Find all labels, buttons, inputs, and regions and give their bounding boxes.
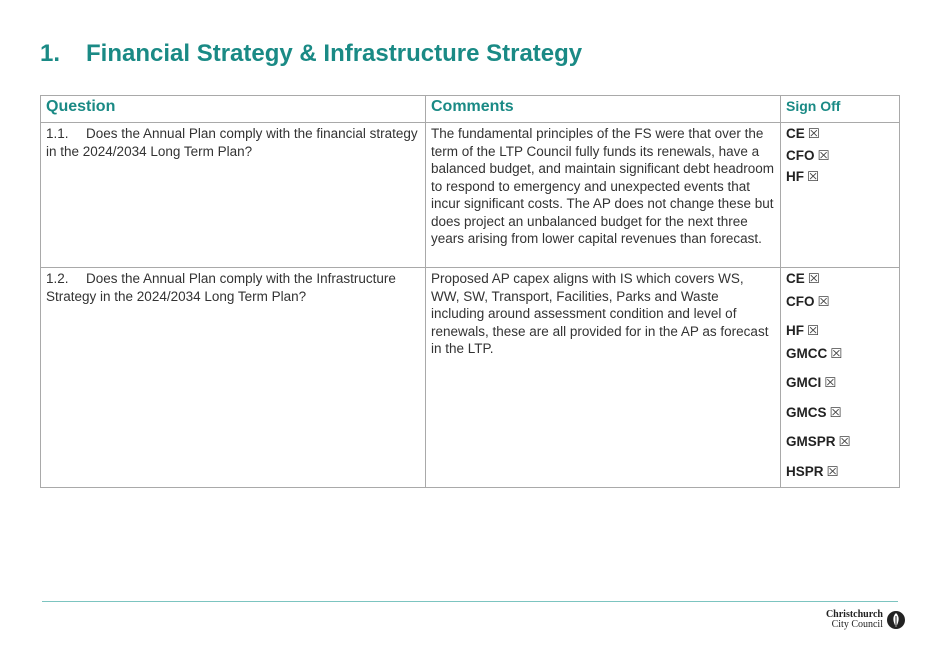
question-cell [41,123,426,268]
table-row [41,268,900,488]
signoff-table [40,95,900,488]
checked-box-icon[interactable]: ☒ [807,271,820,286]
page-title [40,40,582,68]
sign-off-item[interactable]: CE ☒ [786,271,820,286]
header-question: Question [41,96,426,123]
checked-box-icon[interactable]: ☒ [817,293,830,309]
table-header-row [41,96,900,123]
sign-off-cell [781,123,900,268]
checked-box-icon[interactable]: ☒ [829,404,842,420]
header-comments: Comments [426,96,781,123]
sign-off-cell [781,268,900,488]
checked-box-icon[interactable]: ☒ [824,375,837,390]
sign-off-item[interactable]: GMCI ☒ [786,375,837,390]
checked-box-icon[interactable]: ☒ [826,463,839,479]
checked-box-icon[interactable]: ☒ [817,147,830,163]
section-number: 1. [40,40,61,67]
logo-text [826,610,883,630]
sign-off-item[interactable]: GMCS ☒ [786,404,842,420]
sign-off-item[interactable]: GMSPR ☒ [786,434,851,449]
question-text: Does the Annual Plan comply with the Infrastructure Strategy in the 2024/2034 Long Term Plan? [46,271,396,304]
sign-off-item[interactable]: HSPR ☒ [786,463,839,479]
checked-box-icon[interactable]: ☒ [830,345,843,361]
checked-box-icon[interactable]: ☒ [807,323,820,338]
footer-divider [42,601,898,602]
logo-line-1: Christchurch [825,609,883,620]
sign-off-item[interactable]: CE ☒ [786,126,820,141]
checked-box-icon[interactable]: ☒ [838,434,851,449]
comments-cell: Proposed AP capex aligns with IS which covers WS, WW, SW, Transport, Facilities, Parks and Waste including around assessment condition and level of renewals, these are all provided for in the AP as forecast in the LTP. [426,268,781,488]
header-sign-off: Sign Off [781,96,900,123]
council-logo [826,610,906,630]
logo-line-2: City Council [831,619,883,630]
sign-off-item[interactable]: HF ☒ [786,323,820,338]
question-number: 1.2. [46,271,69,286]
question-number: 1.1. [46,126,69,141]
fern-icon [886,610,906,630]
checked-box-icon[interactable]: ☒ [807,169,820,184]
sign-off-item[interactable]: GMCC ☒ [786,345,843,361]
sign-off-item[interactable]: CFO ☒ [786,293,830,309]
table-row [41,123,900,268]
section-title: Financial Strategy & Infrastructure Strategy [86,40,583,67]
question-cell [41,268,426,488]
sign-off-item[interactable]: CFO ☒ [786,147,830,163]
question-text: Does the Annual Plan comply with the financial strategy in the 2024/2034 Long Term Plan? [46,126,418,159]
comments-cell: The fundamental principles of the FS were that over the term of the LTP Council fully funds its renewals, have a balanced budget, and maintain significant debt headroom to respond to emergency and unexpected events that incur significant costs. The AP does not change these but does project an unbalanced budget for the next three years arising from lower capital revenues than forecast. [426,123,781,268]
sign-off-item[interactable]: HF ☒ [786,169,820,184]
checked-box-icon[interactable]: ☒ [807,126,820,141]
